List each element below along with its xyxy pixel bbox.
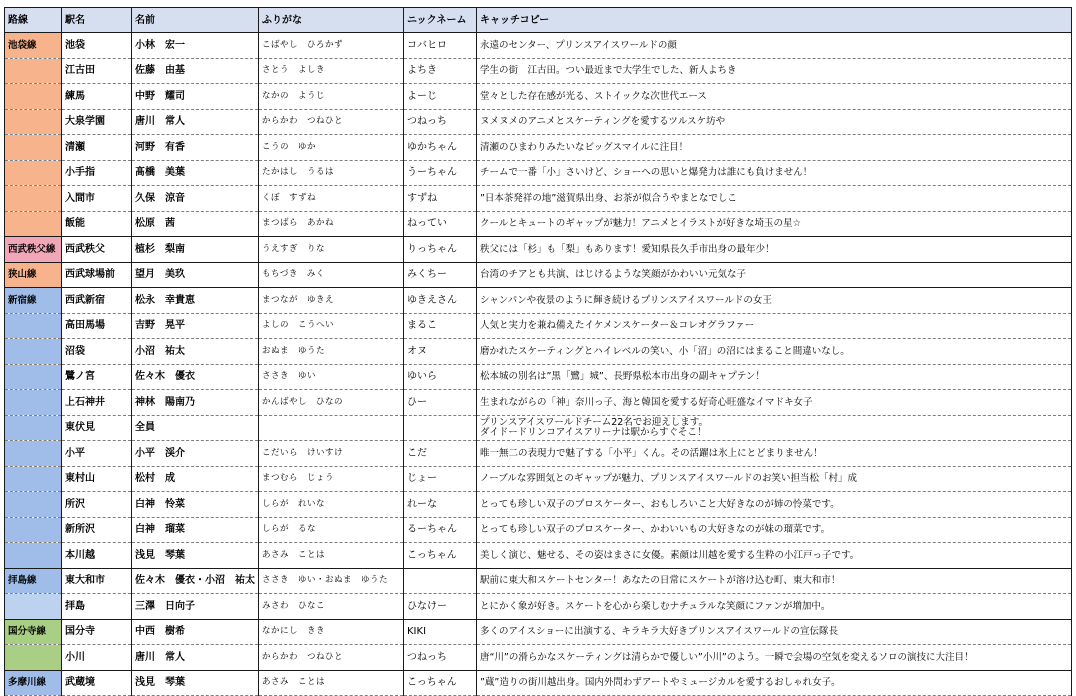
name-cell: 佐々木 優衣・小沼 祐太 — [132, 568, 259, 594]
furigana-cell: なかにし きき — [259, 619, 404, 645]
furigana-cell: まつむら じょう — [259, 466, 404, 492]
line-cell — [5, 543, 62, 569]
catchcopy-line-1: プリンスアイスワールドチーム22名でお迎えします。 — [480, 416, 709, 428]
furigana-cell: よしの こうへい — [259, 313, 404, 339]
nickname-cell: まるこ — [404, 313, 477, 339]
line-cell: 国分寺線 — [5, 619, 62, 645]
furigana-cell: ささき ゆい・おぬま ゆうた — [259, 568, 404, 594]
catchcopy-cell: ヌメヌメのアニメとスケーティングを愛するツルスケ坊や — [477, 109, 1072, 135]
station-cell: 所沢 — [62, 492, 132, 518]
station-cell: 東伏見 — [62, 415, 132, 441]
name-cell: 植杉 梨南 — [132, 237, 259, 263]
line-cell: 狭山線 — [5, 262, 62, 288]
member-table-container — [4, 7, 1072, 696]
name-cell: 久保 涼音 — [132, 186, 259, 212]
table-row — [5, 313, 1072, 339]
nickname-cell: ひー — [404, 390, 477, 416]
table-row — [5, 339, 1072, 365]
table-row — [5, 594, 1072, 620]
table-row — [5, 364, 1072, 390]
table-row — [5, 415, 1072, 441]
furigana-cell: さとう よしき — [259, 58, 404, 84]
table-row — [5, 390, 1072, 416]
nickname-cell: つねっち — [404, 645, 477, 671]
catchcopy-cell: 永遠のセンター、プリンスアイスワールドの顔 — [477, 33, 1072, 59]
furigana-cell: かんばやし ひなの — [259, 390, 404, 416]
nickname-cell: うーちゃん — [404, 160, 477, 186]
catchcopy-cell: 多くのアイスショーに出演する、キラキラ大好きプリンスアイスワールドの宣伝隊長 — [477, 619, 1072, 645]
name-cell: 神林 陽南乃 — [132, 390, 259, 416]
name-cell: 望月 美玖 — [132, 262, 259, 288]
station-cell: 上石神井 — [62, 390, 132, 416]
station-cell: 清瀬 — [62, 135, 132, 161]
table-row — [5, 619, 1072, 645]
nickname-cell: KIKI — [404, 619, 477, 645]
line-cell — [5, 466, 62, 492]
nickname-cell: すずね — [404, 186, 477, 212]
nickname-cell: みくちー — [404, 262, 477, 288]
station-cell: 鷺ノ宮 — [62, 364, 132, 390]
furigana-cell: しらが れいな — [259, 492, 404, 518]
furigana-cell: あさみ ことは — [259, 670, 404, 696]
nickname-cell: ゆかちゃん — [404, 135, 477, 161]
nickname-cell: りっちゃん — [404, 237, 477, 263]
line-cell — [5, 160, 62, 186]
line-cell — [5, 492, 62, 518]
station-cell: 武蔵境 — [62, 670, 132, 696]
catchcopy-cell: 生まれながらの「神」奈川っ子、海と韓国を愛する好奇心旺盛なイマドキ女子 — [477, 390, 1072, 416]
table-row — [5, 670, 1072, 696]
line-cell — [5, 364, 62, 390]
furigana-cell: くぼ すずね — [259, 186, 404, 212]
table-row — [5, 517, 1072, 543]
table-row — [5, 492, 1072, 518]
name-cell: 佐藤 由基 — [132, 58, 259, 84]
catchcopy-cell: 駅前に東大和スケートセンター！あなたの日常にスケートが溶け込む町、東大和市！ — [477, 568, 1072, 594]
station-cell: 国分寺 — [62, 619, 132, 645]
table-row — [5, 160, 1072, 186]
nickname-cell: れーな — [404, 492, 477, 518]
furigana-cell: からかわ つねひと — [259, 645, 404, 671]
catchcopy-cell: 磨かれたスケーティングとハイレベルの笑い、小「沼」の沼にはまること間違いなし。 — [477, 339, 1072, 365]
line-cell — [5, 517, 62, 543]
catchcopy-cell: ”日本茶発祥の地”滋賀県出身、お茶が似合うやまとなでしこ — [477, 186, 1072, 212]
name-cell: 松永 幸貴恵 — [132, 288, 259, 314]
nickname-cell: コバヒロ — [404, 33, 477, 59]
catchcopy-cell: チームで一番「小」さいけど、ショーへの思いと爆発力は誰にも負けません！ — [477, 160, 1072, 186]
station-cell: 江古田 — [62, 58, 132, 84]
nickname-cell: つねっち — [404, 109, 477, 135]
nickname-cell — [404, 568, 477, 594]
catchcopy-cell: 松本城の別名は”黒「鷺」城”、長野県松本市出身の副キャプテン！ — [477, 364, 1072, 390]
table-row — [5, 645, 1072, 671]
line-cell — [5, 390, 62, 416]
header-station: 駅名 — [62, 8, 132, 33]
station-cell: 大泉学園 — [62, 109, 132, 135]
catchcopy-cell: クールとキュートのギャップが魅力！アニメとイラストが好きな埼玉の星☆ — [477, 211, 1072, 237]
furigana-cell: なかの ようじ — [259, 84, 404, 110]
name-cell: 佐々木 優衣 — [132, 364, 259, 390]
furigana-cell: おぬま ゆうた — [259, 339, 404, 365]
catchcopy-cell: シャンパンや夜景のように輝き続けるプリンスアイスワールドの女王 — [477, 288, 1072, 314]
nickname-cell: ゆきえさん — [404, 288, 477, 314]
furigana-cell: たかはし うるは — [259, 160, 404, 186]
catchcopy-cell: 人気と実力を兼ね備えたイケメンスケーター＆コレオグラファー — [477, 313, 1072, 339]
nickname-cell: じょー — [404, 466, 477, 492]
nickname-cell — [404, 415, 477, 441]
nickname-cell: よーじ — [404, 84, 477, 110]
nickname-cell: こだ — [404, 441, 477, 467]
name-cell: 松原 茜 — [132, 211, 259, 237]
station-cell: 飯能 — [62, 211, 132, 237]
station-cell: 拝島 — [62, 594, 132, 620]
furigana-cell: こうの ゆか — [259, 135, 404, 161]
catchcopy-cell: 秩父には「杉」も「梨」もあります！愛知県長久手市出身の最年少！ — [477, 237, 1072, 263]
nickname-cell: ひなけー — [404, 594, 477, 620]
name-cell: 吉野 晃平 — [132, 313, 259, 339]
table-row — [5, 262, 1072, 288]
table-row — [5, 33, 1072, 59]
catchcopy-cell: 唯一無二の表現力で魅了する「小平」くん。その活躍は氷上にとどまりません！ — [477, 441, 1072, 467]
nickname-cell: こっちゃん — [404, 543, 477, 569]
name-cell: 中西 樹希 — [132, 619, 259, 645]
header-furigana: ふりがな — [259, 8, 404, 33]
nickname-cell: ねってい — [404, 211, 477, 237]
line-cell: 新宿線 — [5, 288, 62, 314]
table-header — [5, 8, 1072, 33]
nickname-cell: よちき — [404, 58, 477, 84]
member-table — [4, 7, 1072, 696]
catchcopy-cell: とっても珍しい双子のプロスケーター、かわいいもの大好きなのが妹の瑠菜です。 — [477, 517, 1072, 543]
table-row — [5, 211, 1072, 237]
station-cell: 西武新宿 — [62, 288, 132, 314]
station-cell: 入間市 — [62, 186, 132, 212]
furigana-cell: まつばら あかね — [259, 211, 404, 237]
line-cell — [5, 415, 62, 441]
station-cell: 沼袋 — [62, 339, 132, 365]
header-row — [5, 8, 1072, 33]
nickname-cell: るーちゃん — [404, 517, 477, 543]
station-cell: 西武秩父 — [62, 237, 132, 263]
table-row — [5, 441, 1072, 467]
line-cell — [5, 84, 62, 110]
line-cell — [5, 135, 62, 161]
furigana-cell — [259, 415, 404, 441]
table-row — [5, 466, 1072, 492]
furigana-cell: こばやし ひろかず — [259, 33, 404, 59]
furigana-cell: ささき ゆい — [259, 364, 404, 390]
line-cell — [5, 58, 62, 84]
catchcopy-line-2: ダイドードリンコアイスアリーナは駅からすぐそこ！ — [480, 426, 707, 438]
station-cell: 高田馬場 — [62, 313, 132, 339]
catchcopy-cell: 清瀬のひまわりみたいなビッグスマイルに注目！ — [477, 135, 1072, 161]
catchcopy-cell: とっても珍しい双子のプロスケーター、おもしろいこと大好きなのが姉の怜菜です。 — [477, 492, 1072, 518]
catchcopy-cell: 台湾のチアとも共演、はじけるような笑顔がかわいい元気な子 — [477, 262, 1072, 288]
name-cell: 唐川 常人 — [132, 109, 259, 135]
catchcopy-cell: 唐“川”の滑らかなスケーティングは清らかで優しい”小川”のよう。一瞬で会場の空気を変えるソロの演技に大注目！ — [477, 645, 1072, 671]
furigana-cell: あさみ ことは — [259, 543, 404, 569]
line-cell — [5, 211, 62, 237]
name-cell: 小沼 祐太 — [132, 339, 259, 365]
name-cell: 松村 成 — [132, 466, 259, 492]
line-cell — [5, 441, 62, 467]
name-cell: 浅見 琴葉 — [132, 670, 259, 696]
station-cell: 東村山 — [62, 466, 132, 492]
station-cell: 小川 — [62, 645, 132, 671]
table-row — [5, 109, 1072, 135]
name-cell: 髙橋 美葉 — [132, 160, 259, 186]
header-catchcopy: キャッチコピー — [477, 8, 1072, 33]
station-cell: 池袋 — [62, 33, 132, 59]
station-cell: 新所沢 — [62, 517, 132, 543]
furigana-cell: みさわ ひなこ — [259, 594, 404, 620]
catchcopy-cell: とにかく象が好き。スケートを心から楽しむナチュラルな笑顔にファンが増加中。 — [477, 594, 1072, 620]
line-cell: 拝島線 — [5, 568, 62, 594]
table-row — [5, 186, 1072, 212]
name-cell: 中野 耀司 — [132, 84, 259, 110]
furigana-cell: まつなが ゆきえ — [259, 288, 404, 314]
table-row — [5, 58, 1072, 84]
table-row — [5, 84, 1072, 110]
line-cell: 多摩川線 — [5, 670, 62, 696]
line-cell — [5, 186, 62, 212]
line-cell — [5, 313, 62, 339]
catchcopy-cell: ノーブルな雰囲気とのギャップが魅力、プリンスアイスワールドのお笑い担当松「村」成 — [477, 466, 1072, 492]
station-cell: 小平 — [62, 441, 132, 467]
header-line: 路線 — [5, 8, 62, 33]
name-cell: 浅見 琴葉 — [132, 543, 259, 569]
furigana-cell: こだいら けいすけ — [259, 441, 404, 467]
furigana-cell: からかわ つねひと — [259, 109, 404, 135]
nickname-cell: ゆいら — [404, 364, 477, 390]
nickname-cell: こっちゃん — [404, 670, 477, 696]
station-cell: 西武球場前 — [62, 262, 132, 288]
station-cell: 本川越 — [62, 543, 132, 569]
table-body — [5, 33, 1072, 696]
line-cell — [5, 339, 62, 365]
table-row — [5, 288, 1072, 314]
station-cell: 小手指 — [62, 160, 132, 186]
station-cell: 東大和市 — [62, 568, 132, 594]
line-cell: 西武秩父線 — [5, 237, 62, 263]
name-cell: 河野 有香 — [132, 135, 259, 161]
table-row — [5, 135, 1072, 161]
line-cell — [5, 594, 62, 620]
catchcopy-cell — [477, 415, 1072, 441]
furigana-cell: もちづき みく — [259, 262, 404, 288]
table-row — [5, 568, 1072, 594]
name-cell: 唐川 常人 — [132, 645, 259, 671]
catchcopy-cell: ”蔵”造りの街川越出身。国内外問わずアートやミュージカルを愛するおしゃれ女子。 — [477, 670, 1072, 696]
name-cell: 小林 宏一 — [132, 33, 259, 59]
name-cell: 三澤 日向子 — [132, 594, 259, 620]
name-cell: 小平 渓介 — [132, 441, 259, 467]
name-cell: 白神 瑠菜 — [132, 517, 259, 543]
furigana-cell: しらが るな — [259, 517, 404, 543]
line-cell — [5, 109, 62, 135]
nickname-cell: オヌ — [404, 339, 477, 365]
name-cell: 全員 — [132, 415, 259, 441]
name-cell: 白神 怜菜 — [132, 492, 259, 518]
catchcopy-cell: 堂々とした存在感が光る、ストイックな次世代エース — [477, 84, 1072, 110]
line-cell: 池袋線 — [5, 33, 62, 59]
furigana-cell: うえすぎ りな — [259, 237, 404, 263]
station-cell: 練馬 — [62, 84, 132, 110]
table-row — [5, 237, 1072, 263]
catchcopy-cell: 美しく演じ、魅せる、その姿はまさに女優。素顔は川越を愛する生粋の小江戸っ子です。 — [477, 543, 1072, 569]
line-cell — [5, 645, 62, 671]
table-row — [5, 543, 1072, 569]
catchcopy-cell: 学生の街 江古田。つい最近まで大学生でした、新人よちき — [477, 58, 1072, 84]
header-nickname: ニックネーム — [404, 8, 477, 33]
header-name: 名前 — [132, 8, 259, 33]
